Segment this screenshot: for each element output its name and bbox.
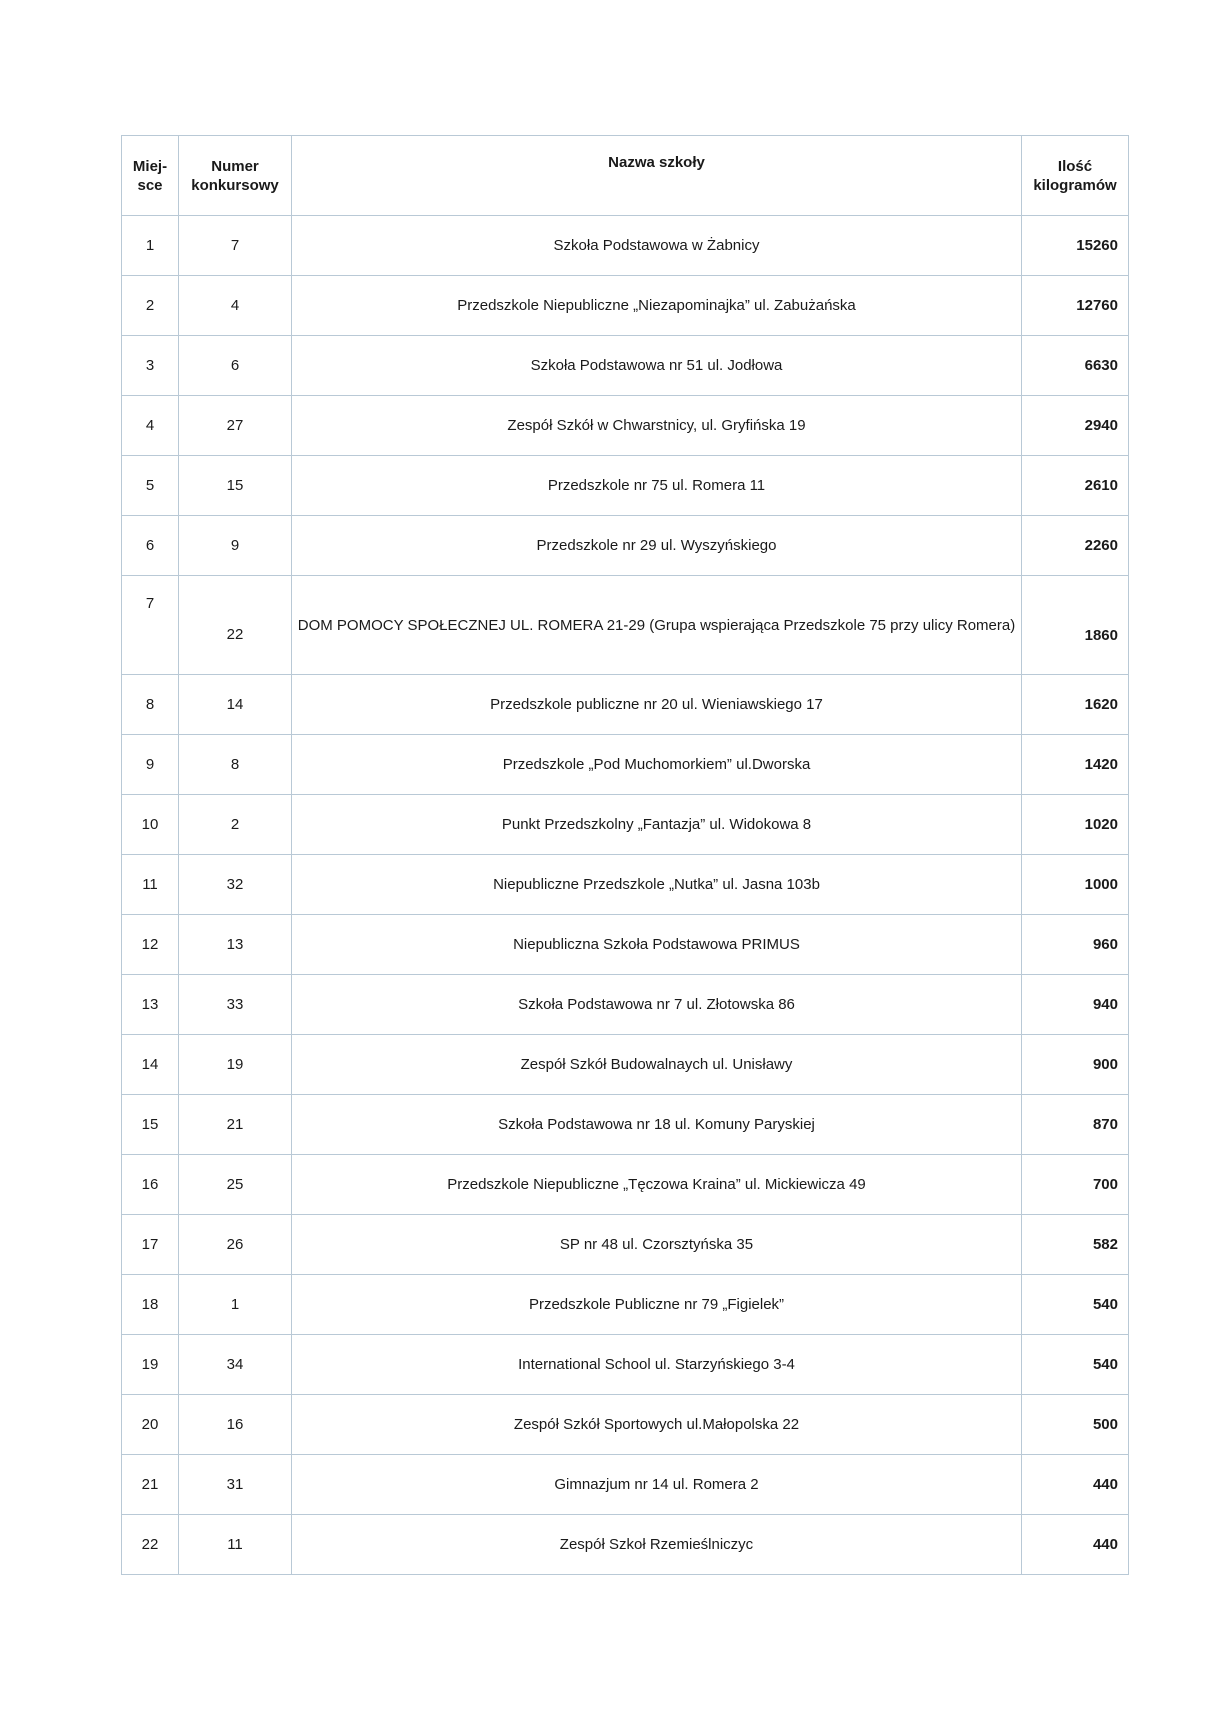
- place-cell: 2: [122, 276, 179, 336]
- school-name-cell: Przedszkole nr 75 ul. Romera 11: [292, 456, 1022, 516]
- table-row: [122, 735, 1129, 795]
- kilograms-cell: 15260: [1022, 216, 1129, 276]
- school-name-cell: Zespół Szkoł Rzemieślniczyc: [292, 1515, 1022, 1575]
- place-cell: 11: [122, 855, 179, 915]
- school-name-cell: Przedszkole Niepubliczne „Tęczowa Kraina” ul. Mickiewicza 49: [292, 1155, 1022, 1215]
- school-name-cell: Przedszkole nr 29 ul. Wyszyńskiego: [292, 516, 1022, 576]
- table-row: [122, 855, 1129, 915]
- number-cell: 34: [179, 1335, 292, 1395]
- header-number: [179, 136, 292, 216]
- table-row: [122, 1395, 1129, 1455]
- place-cell: 3: [122, 336, 179, 396]
- table-row: [122, 915, 1129, 975]
- kilograms-cell: 1620: [1022, 675, 1129, 735]
- number-cell: 11: [179, 1515, 292, 1575]
- school-name-cell: Przedszkole Publiczne nr 79 „Figielek”: [292, 1275, 1022, 1335]
- number-cell: 22: [179, 576, 292, 675]
- kilograms-cell: 960: [1022, 915, 1129, 975]
- table-row: [122, 276, 1129, 336]
- number-cell: 1: [179, 1275, 292, 1335]
- number-cell: 25: [179, 1155, 292, 1215]
- header-kg-line-2: kilogramów: [1033, 176, 1117, 194]
- school-name-cell: Punkt Przedszkolny „Fantazja” ul. Widokowa 8: [292, 795, 1022, 855]
- number-cell: 26: [179, 1215, 292, 1275]
- number-cell: 33: [179, 975, 292, 1035]
- place-cell: 21: [122, 1455, 179, 1515]
- school-name-cell: International School ul. Starzyńskiego 3-4: [292, 1335, 1022, 1395]
- kilograms-cell: 870: [1022, 1095, 1129, 1155]
- kilograms-cell: 1000: [1022, 855, 1129, 915]
- kilograms-cell: 2940: [1022, 396, 1129, 456]
- number-cell: 4: [179, 276, 292, 336]
- header-row: [122, 136, 1129, 216]
- number-cell: 9: [179, 516, 292, 576]
- number-cell: 19: [179, 1035, 292, 1095]
- school-name-cell: Przedszkole „Pod Muchomorkiem” ul.Dworska: [292, 735, 1022, 795]
- school-name-cell: Szkoła Podstawowa w Żabnicy: [292, 216, 1022, 276]
- table-row: [122, 975, 1129, 1035]
- table-row: [122, 1275, 1129, 1335]
- kilograms-cell: 440: [1022, 1455, 1129, 1515]
- kilograms-cell: 6630: [1022, 336, 1129, 396]
- place-cell: 19: [122, 1335, 179, 1395]
- kilograms-cell: 540: [1022, 1275, 1129, 1335]
- kilograms-cell: 940: [1022, 975, 1129, 1035]
- school-name-cell: Szkoła Podstawowa nr 18 ul. Komuny Paryskiej: [292, 1095, 1022, 1155]
- table-row: [122, 1215, 1129, 1275]
- school-name-cell: Gimnazjum nr 14 ul. Romera 2: [292, 1455, 1022, 1515]
- header-number-line-1: Numer: [211, 157, 259, 175]
- table-row: [122, 396, 1129, 456]
- number-cell: 7: [179, 216, 292, 276]
- number-cell: 32: [179, 855, 292, 915]
- kilograms-cell: 440: [1022, 1515, 1129, 1575]
- place-cell: 4: [122, 396, 179, 456]
- table-row: [122, 795, 1129, 855]
- table-row: [122, 1515, 1129, 1575]
- number-cell: 31: [179, 1455, 292, 1515]
- number-cell: 21: [179, 1095, 292, 1155]
- place-cell: 22: [122, 1515, 179, 1575]
- number-cell: 8: [179, 735, 292, 795]
- kilograms-cell: 1420: [1022, 735, 1129, 795]
- header-kg-line-1: Ilość: [1057, 157, 1093, 175]
- table-header: [122, 136, 1129, 216]
- header-kg: [1022, 136, 1129, 216]
- school-name-cell: Zespół Szkół Budowalnaych ul. Unisławy: [292, 1035, 1022, 1095]
- number-cell: 14: [179, 675, 292, 735]
- place-cell: 9: [122, 735, 179, 795]
- kilograms-cell: 2260: [1022, 516, 1129, 576]
- place-cell: 10: [122, 795, 179, 855]
- place-cell: 6: [122, 516, 179, 576]
- place-cell: 17: [122, 1215, 179, 1275]
- number-cell: 15: [179, 456, 292, 516]
- place-cell: 18: [122, 1275, 179, 1335]
- school-name-cell: DOM POMOCY SPOŁECZNEJ UL. ROMERA 21-29 (Grupa wspierająca Przedszkole 75 przy ulicy Romera): [292, 576, 1022, 675]
- kilograms-cell: 1020: [1022, 795, 1129, 855]
- school-name-cell: Przedszkole publiczne nr 20 ul. Wieniawskiego 17: [292, 675, 1022, 735]
- table-row: [122, 456, 1129, 516]
- number-cell: 13: [179, 915, 292, 975]
- table-row: [122, 336, 1129, 396]
- table-body: [122, 216, 1129, 1575]
- place-cell: 20: [122, 1395, 179, 1455]
- number-cell: 6: [179, 336, 292, 396]
- place-cell: 8: [122, 675, 179, 735]
- kilograms-cell: 2610: [1022, 456, 1129, 516]
- table-row: [122, 675, 1129, 735]
- kilograms-cell: 500: [1022, 1395, 1129, 1455]
- school-name-cell: SP nr 48 ul. Czorsztyńska 35: [292, 1215, 1022, 1275]
- results-table: [121, 135, 1129, 1575]
- place-cell: 15: [122, 1095, 179, 1155]
- school-name-cell: Niepubliczna Szkoła Podstawowa PRIMUS: [292, 915, 1022, 975]
- number-cell: 27: [179, 396, 292, 456]
- place-cell: 5: [122, 456, 179, 516]
- table-row: [122, 1035, 1129, 1095]
- table-row: [122, 1455, 1129, 1515]
- header-name: Nazwa szkoły: [292, 136, 1022, 216]
- school-name-cell: Przedszkole Niepubliczne „Niezapominajka” ul. Zabużańska: [292, 276, 1022, 336]
- table-row: [122, 516, 1129, 576]
- table-row: [122, 1155, 1129, 1215]
- kilograms-cell: 12760: [1022, 276, 1129, 336]
- kilograms-cell: 540: [1022, 1335, 1129, 1395]
- place-cell: 7: [122, 576, 179, 675]
- kilograms-cell: 1860: [1022, 576, 1129, 675]
- table-row: [122, 1335, 1129, 1395]
- school-name-cell: Szkoła Podstawowa nr 7 ul. Złotowska 86: [292, 975, 1022, 1035]
- school-name-cell: Zespół Szkół w Chwarstnicy, ul. Gryfińska 19: [292, 396, 1022, 456]
- place-cell: 13: [122, 975, 179, 1035]
- header-place-line-2: sce: [137, 176, 163, 194]
- header-place: [122, 136, 179, 216]
- table-row: [122, 1095, 1129, 1155]
- kilograms-cell: 900: [1022, 1035, 1129, 1095]
- header-number-line-2: konkursowy: [191, 176, 279, 194]
- place-cell: 14: [122, 1035, 179, 1095]
- school-name-cell: Szkoła Podstawowa nr 51 ul. Jodłowa: [292, 336, 1022, 396]
- header-place-line-1: Miej-: [132, 157, 168, 175]
- school-name-cell: Niepubliczne Przedszkole „Nutka” ul. Jasna 103b: [292, 855, 1022, 915]
- table-row: [122, 216, 1129, 276]
- place-cell: 16: [122, 1155, 179, 1215]
- place-cell: 1: [122, 216, 179, 276]
- table-row: [122, 576, 1129, 675]
- number-cell: 16: [179, 1395, 292, 1455]
- number-cell: 2: [179, 795, 292, 855]
- school-name-cell: Zespół Szkół Sportowych ul.Małopolska 22: [292, 1395, 1022, 1455]
- kilograms-cell: 700: [1022, 1155, 1129, 1215]
- kilograms-cell: 582: [1022, 1215, 1129, 1275]
- place-cell: 12: [122, 915, 179, 975]
